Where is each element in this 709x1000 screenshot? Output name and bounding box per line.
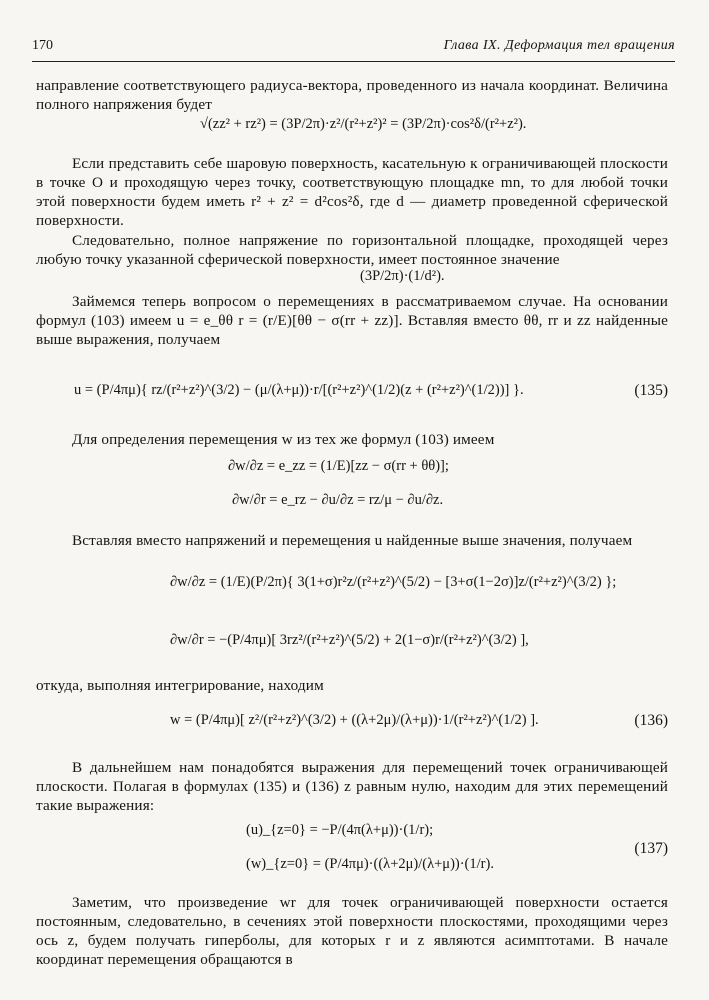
formula-137a: (u)_{z=0} = −P/(4π(λ+μ))·(1/r); [246, 822, 434, 838]
paragraph-3: Следовательно, полное напряжение по горизонтальной площадке, проходящей через любую точку указанной сферической поверхности, имеет постоянное значение [36, 232, 668, 268]
formula-137b: (w)_{z=0} = (P/4πμ)·((λ+2μ)/(λ+μ))·(1/r). [246, 856, 494, 872]
formula-total-stress: √(zz² + rz²) = (3P/2π)·z²/(r²+z²)² = (3P/2π)·cos²δ/(r²+z²). [200, 116, 527, 132]
equation-number-137: (137) [634, 840, 668, 857]
equation-number-135: (135) [634, 382, 668, 399]
formula-constant-value: (3P/2π)·(1/d²). [360, 268, 445, 284]
paragraph-6: Вставляя вместо напряжений и перемещения u найденные выше значения, получаем [72, 532, 633, 549]
formula-dw-dr: ∂w/∂r = e_rz − ∂u/∂z = rz/μ − ∂u/∂z. [232, 492, 444, 508]
formula-dw-dr-full: ∂w/∂r = −(P/4πμ)[ 3rz²/(r²+z²)^(5/2) + 2(1−σ)r/(r²+z²)^(3/2) ], [170, 632, 529, 648]
header-rule [32, 61, 675, 62]
paragraph-4: Займемся теперь вопросом о перемещениях в рассматриваемом случае. На основании формул (103) имеем u = e_θθ r = (r/E)[θθ − σ(rr + zz)]. Вставляя вместо θθ, rr и zz найденные выше выражения, получаем [36, 293, 668, 348]
equation-number-136: (136) [634, 712, 668, 729]
formula-136: w = (P/4πμ)[ z²/(r²+z²)^(3/2) + ((λ+2μ)/(λ+μ))·1/(r²+z²)^(1/2) ]. [170, 712, 539, 728]
chapter-title: Глава IX. Деформация тел вращения [443, 38, 675, 53]
paragraph-2: Если представить себе шаровую поверхность, касательную к ограничивающей плоскости в точке O и проходящую через точку, соответствующую площадке mn, то для любой точки этой поверхности будем иметь r² + z² = d²cos²δ, где d — диаметр проведенной сферической поверхности. [36, 155, 668, 229]
paragraph-7: откуда, выполняя интегрирование, находим [36, 677, 324, 694]
formula-dw-dz-full: ∂w/∂z = (1/E)(P/2π){ 3(1+σ)r²z/(r²+z²)^(5/2) − [3+σ(1−2σ)]z/(r²+z²)^(3/2) }; [170, 574, 617, 590]
paragraph-9: Заметим, что произведение wr для точек ограничивающей поверхности остается постоянным, следовательно, в сечениях этой поверхности плоскостями, проходящими через ось z, будем получать гиперболы, для которых r и z являются асимптотами. В начале координат перемещения обращаются в [36, 894, 668, 968]
page-number: 170 [32, 38, 53, 53]
paragraph-8: В дальнейшем нам понадобятся выражения для перемещений точек ограничивающей плоскости. Полагая в формулах (135) и (136) z равным нулю, находим для этих перемещений такие выражения: [36, 759, 668, 814]
formula-135: u = (P/4πμ){ rz/(r²+z²)^(3/2) − (μ/(λ+μ))·r/[(r²+z²)^(1/2)(z + (r²+z²)^(1/2))] }. [74, 382, 524, 398]
formula-dw-dz: ∂w/∂z = e_zz = (1/E)[zz − σ(rr + θθ)]; [228, 458, 449, 474]
paragraph-5: Для определения перемещения w из тех же формул (103) имеем [72, 431, 495, 448]
paragraph-1: направление соответствующего радиуса-вектора, проведенного из начала координат. Величина полного напряжения будет [36, 77, 668, 113]
